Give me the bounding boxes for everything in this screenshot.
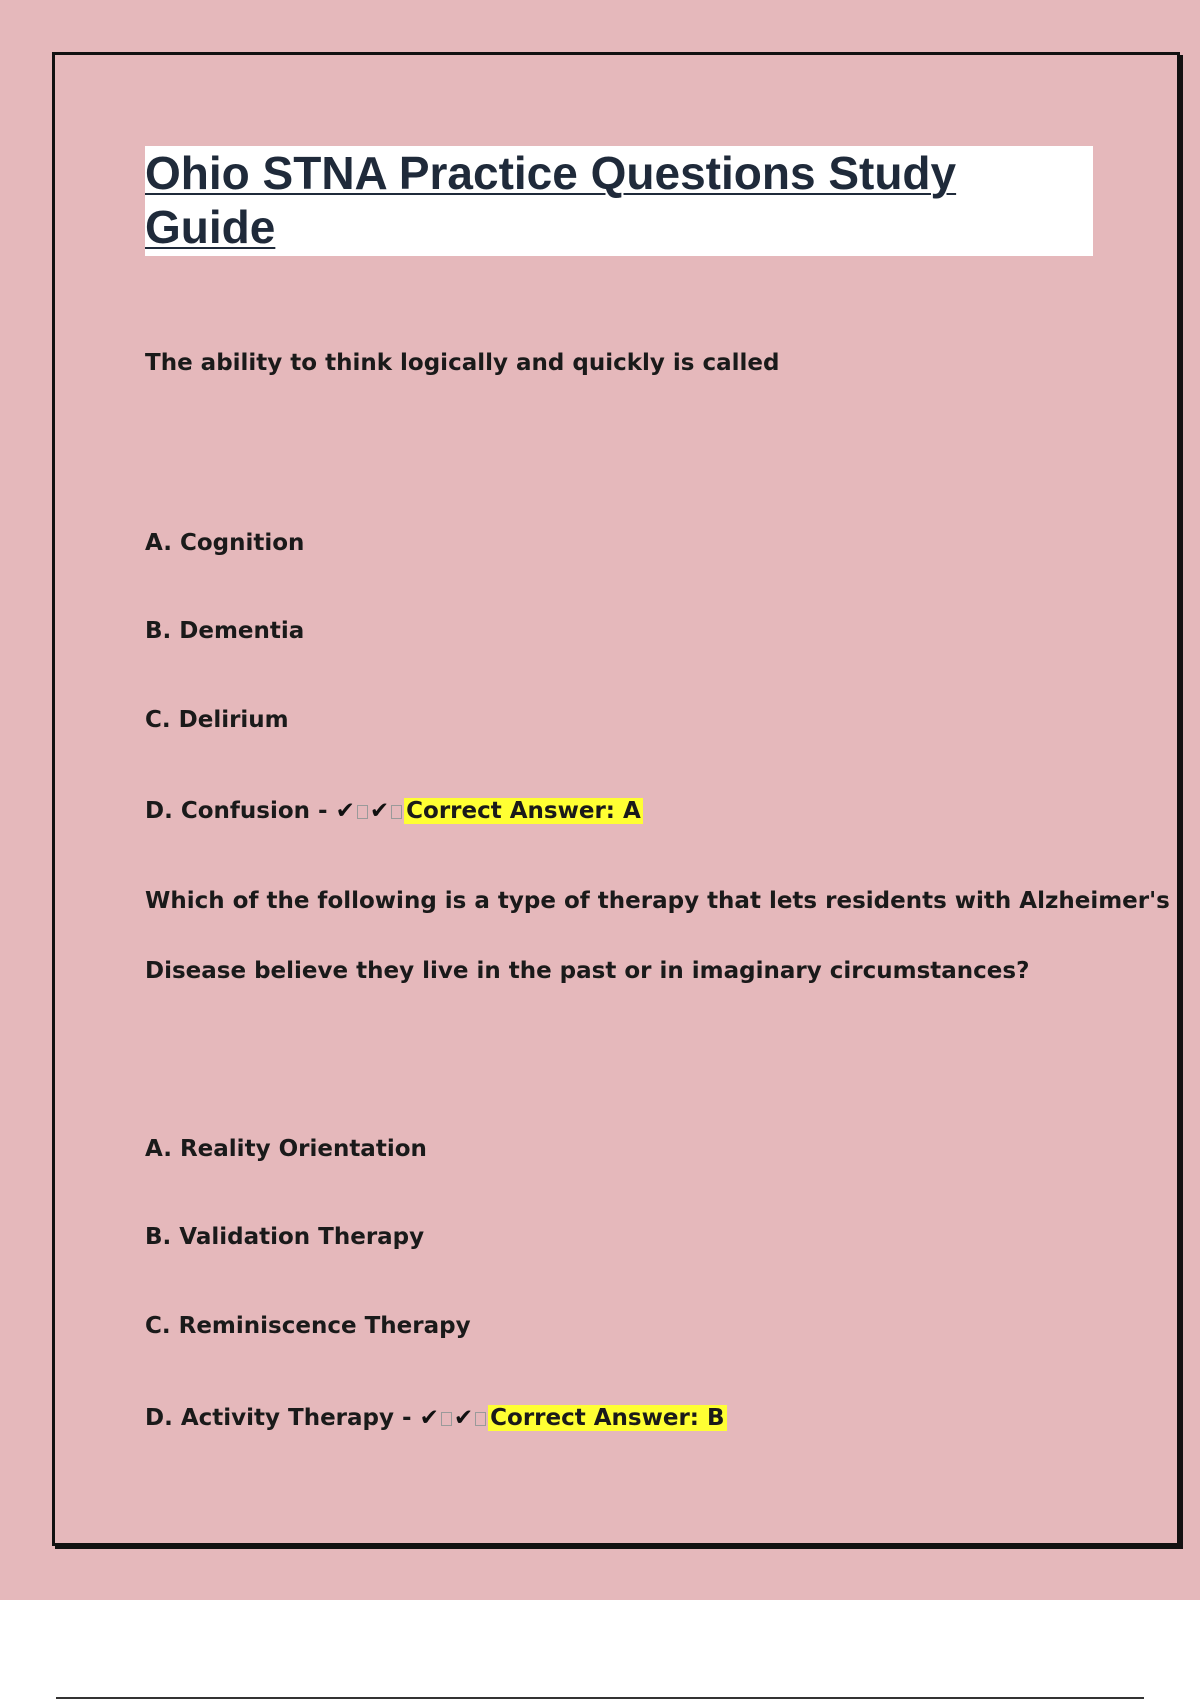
question-1-correct-answer: Correct Answer: A [406, 798, 641, 824]
empty-box-icon [441, 1412, 452, 1426]
check-mark-icon: ✔ [419, 1405, 439, 1431]
document-title: Ohio STNA Practice Questions Study Guide [145, 147, 957, 253]
empty-box-icon [357, 805, 368, 819]
check-mark-icon: ✔ [453, 1405, 474, 1431]
question-1-option-a: A. Cognition [145, 530, 305, 556]
question-2-option-d-row [145, 1403, 727, 1433]
empty-box-icon [391, 805, 402, 819]
question-2-correct-answer: Correct Answer: B [490, 1405, 725, 1431]
question-2-option-a: A. Reality Orientation [145, 1136, 427, 1162]
question-1-prompt: The ability to think logically and quickly is called [145, 350, 780, 376]
title-banner [145, 146, 1093, 256]
question-2-prompt-line-1: Which of the following is a type of therapy that lets residents with Alzheimer's [145, 888, 1170, 914]
question-1-option-b: B. Dementia [145, 618, 305, 644]
empty-box-icon [475, 1412, 486, 1426]
question-2-option-b: B. Validation Therapy [145, 1224, 425, 1250]
question-2-prompt-line-2: Disease believe they live in the past or in imaginary circumstances? [145, 958, 1030, 984]
check-mark-icon: ✔ [335, 798, 355, 824]
check-mark-icon: ✔ [369, 798, 390, 824]
question-1-option-d-row [145, 796, 643, 826]
footer-divider [56, 1697, 1144, 1699]
question-1-option-c: C. Delirium [145, 707, 289, 733]
question-1-option-d: D. Confusion - [145, 798, 328, 824]
question-2-option-c: C. Reminiscence Therapy [145, 1313, 471, 1339]
question-2-option-d: D. Activity Therapy - [145, 1405, 412, 1431]
